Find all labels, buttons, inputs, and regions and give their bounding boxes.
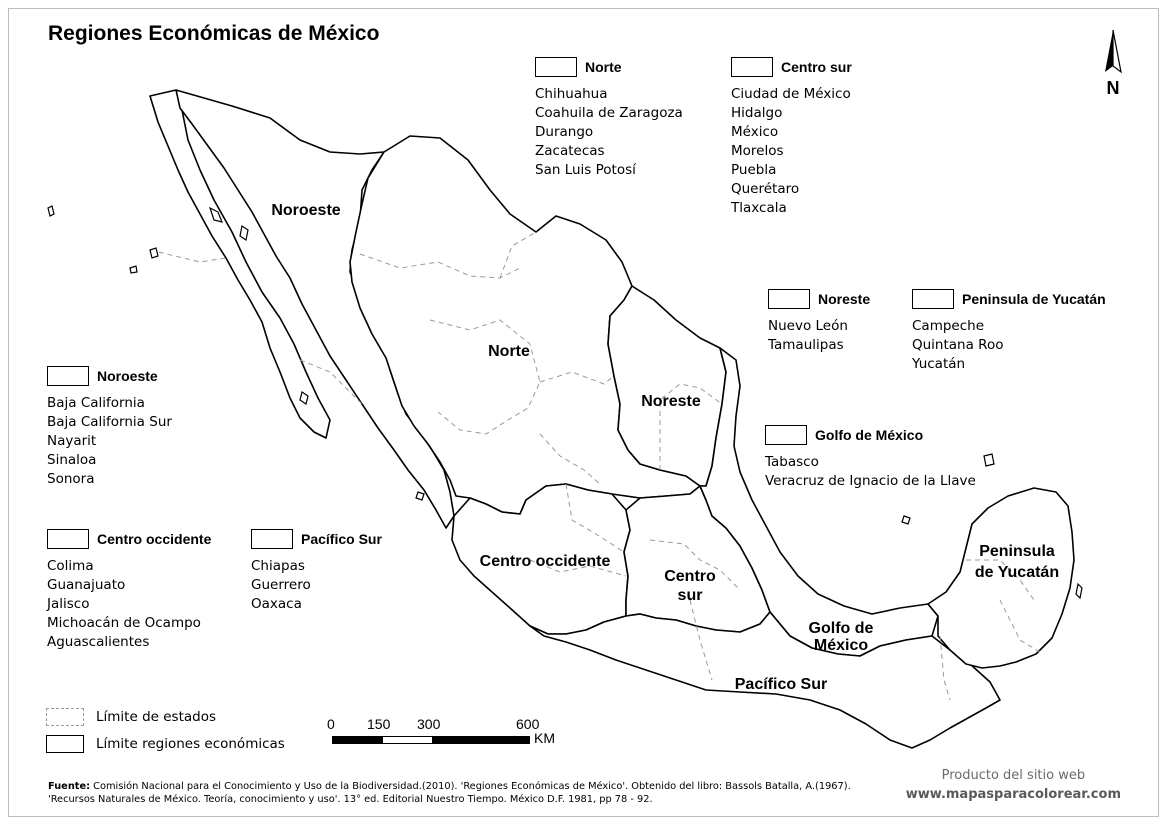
legend-item: Tabasco — [765, 454, 819, 470]
legend-title: Golfo de México — [815, 427, 924, 443]
map-label-yucatan-1: Peninsula — [979, 543, 1055, 560]
source-label: Fuente: — [48, 781, 91, 792]
legend-title: Noreste — [818, 291, 871, 307]
legend-item: Chiapas — [251, 558, 305, 574]
legend-swatch — [47, 366, 89, 386]
credit-line: Producto del sitio web — [941, 768, 1086, 783]
key-region-label: Límite regiones económicas — [96, 736, 285, 752]
legend-item: Nayarit — [47, 433, 97, 449]
dashed-line-swatch — [46, 708, 84, 726]
legend-item: Morelos — [731, 143, 784, 159]
legend-item: Guerrero — [251, 577, 311, 593]
legend-swatch — [47, 529, 89, 549]
legend-item: México — [731, 124, 779, 140]
scale-segment — [332, 736, 383, 744]
map-label-noroeste: Noroeste — [271, 202, 341, 219]
map-label-norte: Norte — [488, 343, 530, 360]
legend-yucatan — [912, 288, 1106, 374]
legend-item: Puebla — [731, 162, 777, 178]
legend-item: Baja California — [47, 395, 145, 411]
legend-item: Guanajuato — [47, 577, 126, 593]
scale-unit: KM — [534, 730, 555, 746]
legend-item: Zacatecas — [535, 143, 605, 159]
credit-url[interactable]: www.mapasparacolorear.com — [905, 787, 1121, 802]
legend-item: Tlaxcala — [731, 200, 787, 216]
credit — [906, 766, 1121, 804]
scale-tick: 150 — [367, 716, 391, 732]
legend-title: Centro sur — [781, 59, 852, 75]
scale-bar — [327, 716, 570, 750]
legend-item: Sinaloa — [47, 452, 97, 468]
map-label-pacifico-sur: Pacífico Sur — [734, 676, 828, 693]
legend-title: Norte — [585, 59, 622, 75]
legend-item: Tamaulipas — [768, 337, 844, 353]
north-arrow-icon — [1098, 28, 1128, 100]
legend-item: Yucatán — [912, 356, 966, 372]
legend-pacifico-sur — [251, 528, 382, 614]
north-label: N — [1106, 78, 1120, 98]
legend-item: Colima — [47, 558, 94, 574]
legend-noroeste — [47, 365, 172, 489]
scale-tick: 600 — [516, 716, 540, 732]
legend-swatch — [768, 289, 810, 309]
legend-item: Durango — [535, 124, 594, 140]
legend-item: San Luis Potosí — [535, 162, 636, 178]
legend-golfo — [765, 424, 976, 491]
legend-item: Baja California Sur — [47, 414, 172, 430]
legend-title: Peninsula de Yucatán — [962, 291, 1106, 307]
legend-swatch — [765, 425, 807, 445]
map-label-centro-occidente: Centro occidente — [479, 553, 611, 570]
legend-item: Campeche — [912, 318, 985, 334]
scale-tick: 300 — [417, 716, 441, 732]
legend-item: Nuevo León — [768, 318, 848, 334]
map-title: Regiones Económicas de México — [48, 22, 380, 45]
source-line-2: 'Recursos Naturales de México. Teoría, conocimiento y uso'. 13° ed. Editorial Nuestro Tiempo. México D.F. 1981, pp 78 - 92. — [48, 794, 653, 805]
scale-tick: 0 — [327, 716, 335, 732]
legend-swatch — [912, 289, 954, 309]
legend-noreste — [768, 288, 870, 355]
map-label-centro-sur-2: sur — [677, 587, 703, 604]
map-label-noreste: Noreste — [641, 393, 701, 410]
legend-title: Centro occidente — [97, 531, 212, 547]
legend-title: Noroeste — [97, 368, 158, 384]
legend-swatch — [251, 529, 293, 549]
legend-item: Aguascalientes — [47, 634, 150, 650]
legend-item: Jalisco — [47, 596, 90, 612]
legend-item: Chihuahua — [535, 86, 608, 102]
legend-item: Coahuila de Zaragoza — [535, 105, 683, 121]
map-label-golfo-2: México — [813, 637, 869, 654]
legend-item: Ciudad de México — [731, 86, 851, 102]
legend-item: Veracruz de Ignacio de la Llave — [765, 473, 976, 489]
legend-item: Quintana Roo — [912, 337, 1004, 353]
source-note — [48, 780, 851, 806]
key-state-label: Límite de estados — [96, 709, 216, 725]
map-label-centro-sur-1: Centro — [664, 568, 716, 585]
legend-swatch — [731, 57, 773, 77]
legend-item: Querétaro — [731, 181, 800, 197]
legend-centro-occidente — [47, 528, 211, 652]
scale-segment — [432, 736, 530, 744]
map-label-yucatan-2: de Yucatán — [974, 564, 1060, 581]
scale-segment — [382, 736, 433, 744]
legend-norte — [535, 56, 683, 180]
legend-item: Michoacán de Ocampo — [47, 615, 201, 631]
legend-swatch — [535, 57, 577, 77]
solid-line-swatch — [46, 735, 84, 753]
key-region-boundary — [46, 735, 285, 753]
legend-item: Hidalgo — [731, 105, 783, 121]
legend-item: Sonora — [47, 471, 95, 487]
legend-title: Pacífico Sur — [301, 531, 382, 547]
legend-centro-sur — [731, 56, 852, 218]
map-label-golfo-1: Golfo de — [808, 620, 874, 637]
source-line-1: Comisión Nacional para el Conocimiento y Uso de la Biodiversidad.(2010). 'Regiones Económicas de México'. Obtenido del libro: Bassols Batalla, A.(1967). — [90, 781, 851, 792]
key-state-boundary — [46, 708, 216, 726]
legend-item: Oaxaca — [251, 596, 302, 612]
